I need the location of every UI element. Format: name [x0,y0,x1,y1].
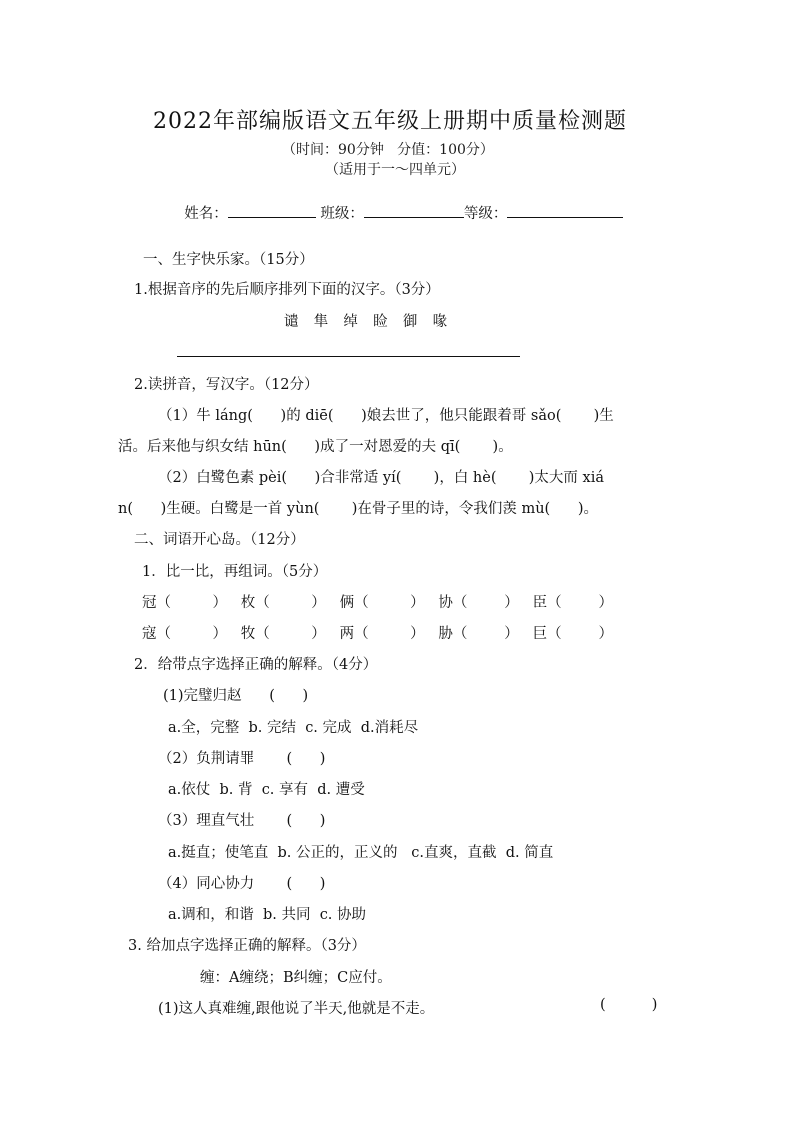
s2-q1-row2: 寇（ ） 牧（ ） 两（ ） 胁（ ） 巨（ ） [142,626,614,642]
class-blank[interactable] [364,205,464,218]
s1-q1-prompt: 1.根据音序的先后顺序排列下面的汉字。（3分） [134,282,440,298]
s2-q2-prompt: 2．给带点字选择正确的解释。（4分） [134,657,378,673]
section2-heading: 二、词语开心岛。（12分） [134,532,305,548]
s2-q2-options2: a.依仗 b. 背 c. 享有 d. 遭受 [168,782,365,798]
section1-heading: 一、生字快乐家。（15分） [143,252,314,268]
name-label: 姓名： [184,206,228,222]
s2-q2-options1: a.全，完整 b. 完结 c. 完成 d.消耗尽 [168,720,419,736]
s2-q3-item1-answer[interactable]: ( ) [600,997,658,1013]
s2-q2-options4: a.调和，和谐 b. 共同 c. 协助 [168,907,367,923]
s1-q2-line1: （1）牛 láng( )的 diē( )娘去世了，他只能跟着哥 sǎo( )生 [158,408,614,424]
class-label: 班级： [320,206,364,222]
name-blank[interactable] [228,205,316,218]
time-score-line: （时间：90分钟 分值：100分） [282,142,494,158]
student-info-row [175,186,623,223]
s2-q2-item3: （3）理直气壮 ( ) [158,813,326,829]
s1-q1-chars: 谴 隼 绰 睑 御 喙 [284,314,450,330]
s2-q1-row1: 冠（ ） 枚（ ） 俩（ ） 协（ ） 臣（ ） [142,595,614,611]
s1-q2-line4: n( )生硬。白鹭是一首 yùn( )在骨子里的诗，令我们羡 mù( )。 [118,501,599,517]
s1-q1-answer-line[interactable] [177,356,520,357]
s2-q3-item1: (1)这人真难缠,跟他说了半天,他就是不走。 [158,1001,435,1017]
s2-q1-prompt: 1．比一比，再组词。（5分） [142,564,328,580]
s2-q2-options3: a.挺直；使笔直 b. 公正的，正义的 c.直爽，直截 d. 简直 [168,845,554,861]
s2-q3-definition: 缠：A缠绕；B纠缠；C应付。 [200,970,392,986]
s2-q2-item2: （2）负荆请罪 ( ) [158,751,326,767]
grade-label: 等级： [463,206,508,222]
s1-q2-prompt: 2.读拼音，写汉字。（12分） [134,377,319,393]
s1-q2-line3: （2）白鹭色素 pèi( )合非常适 yí( )，白 hè( )太大而 xiá [158,470,604,486]
grade-blank[interactable] [507,205,623,218]
s1-q2-line2: 活。后来他与织女结 hūn( )成了一对恩爱的夫 qī( )。 [118,439,513,455]
scope-line: （适用于一～四单元） [325,162,465,178]
s2-q2-item1: (1)完璧归赵 ( ) [163,688,309,704]
exam-title: 2022年部编版语文五年级上册期中质量检测题 [153,109,627,134]
s2-q3-prompt: 3. 给加点字选择正确的解释。（3分） [128,938,366,954]
s2-q2-item4: （4）同心协力 ( ) [158,876,326,892]
